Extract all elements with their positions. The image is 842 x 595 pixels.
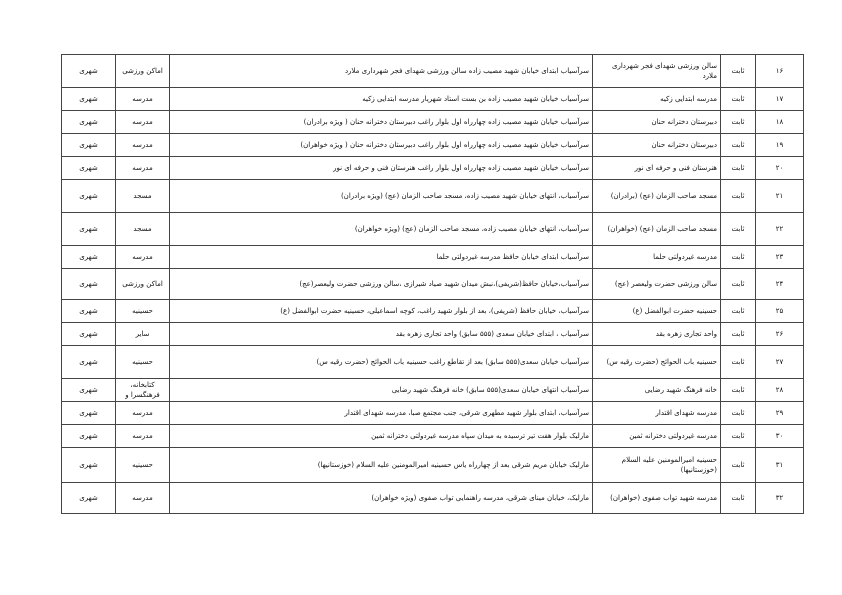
- row-name: سالن ورزشی شهدای فجر شهرداری ملارد: [593, 55, 721, 88]
- table-row: [62, 213, 804, 246]
- row-type: مدرسه: [116, 483, 170, 514]
- row-name: حسینیه حضرت ابوالفضل (ع): [593, 300, 721, 323]
- row-address: سرآسیاب، ابتدای بلوار شهید مطهری شرقی، جنب مجتمع صبا، مدرسه شهدای اقتدار: [170, 402, 593, 425]
- row-status: ثابت: [721, 246, 756, 269]
- row-address: سرآسیاب، انتهای خیابان شهید مصیب زاده، مسجد صاحب الزمان (عج) (ویژه برادران): [170, 180, 593, 213]
- table-row: [62, 483, 804, 514]
- row-type: مدرسه: [116, 402, 170, 425]
- table-row: [62, 448, 804, 483]
- row-name: مدرسه شهدای اقتدار: [593, 402, 721, 425]
- row-status: ثابت: [721, 134, 756, 157]
- row-type: مسجد: [116, 213, 170, 246]
- table-row: [62, 269, 804, 300]
- row-number: ۱۸: [756, 111, 804, 134]
- row-area: شهری: [62, 213, 116, 246]
- row-address: سرآسیاب،خیابان حافظ(شریفی)،نبش میدان شهید صیاد شیرازی ،سالن ورزشی حضرت ولیعصر(عج): [170, 269, 593, 300]
- table-row: [62, 425, 804, 448]
- row-number: ۱۹: [756, 134, 804, 157]
- row-status: ثابت: [721, 88, 756, 111]
- row-type: کتابخانه، فرهنگسرا و: [116, 379, 170, 402]
- row-type: مدرسه: [116, 111, 170, 134]
- row-type: مدرسه: [116, 246, 170, 269]
- row-number: ۲۷: [756, 346, 804, 379]
- row-status: ثابت: [721, 180, 756, 213]
- row-status: ثابت: [721, 425, 756, 448]
- row-area: شهری: [62, 402, 116, 425]
- table-row: [62, 157, 804, 180]
- row-number: ۲۹: [756, 402, 804, 425]
- row-number: ۲۳: [756, 246, 804, 269]
- row-name: خانه فرهنگ شهید رضایی: [593, 379, 721, 402]
- row-address: سرآسیاب خیابان شهید مصیب زاده چهارراه اول بلوار راغب هنرستان فنی و حرفه ای نور: [170, 157, 593, 180]
- table-row: [62, 300, 804, 323]
- row-area: شهری: [62, 111, 116, 134]
- row-name: دبیرستان دخترانه حنان: [593, 111, 721, 134]
- table-row: [62, 134, 804, 157]
- row-address: سرآسیاب، خیابان حافظ (شریفی)، بعد از بلوار شهید راغب، کوچه اسماعیلی، حسینیه حضرت ابوالفضل (ع): [170, 300, 593, 323]
- row-address: مارلیک خیابان مریم شرقی بعد از چهارراه یاس حسینیه امیرالمومنین علیه السلام (خوزستانیها): [170, 448, 593, 483]
- row-number: ۳۱: [756, 448, 804, 483]
- row-name: واحد تجاری زهره بقد: [593, 323, 721, 346]
- row-status: ثابت: [721, 111, 756, 134]
- row-type: مسجد: [116, 180, 170, 213]
- row-name: مدرسه شهید تواب صفوی (خواهران): [593, 483, 721, 514]
- row-name: مدرسه غیردولتی حلما: [593, 246, 721, 269]
- row-address: سرآسیاب خیابان شهید مصیب زاده چهارراه اول بلوار راغب دبیرستان دخترانه حنان ( ویژه خواهران): [170, 134, 593, 157]
- row-number: ۲۸: [756, 379, 804, 402]
- row-status: ثابت: [721, 379, 756, 402]
- table-row: [62, 246, 804, 269]
- row-address: سرآسیاب ، ابتدای خیابان سعدی (۵۵۵ سابق) واحد تجاری زهره بقد: [170, 323, 593, 346]
- row-status: ثابت: [721, 448, 756, 483]
- row-status: ثابت: [721, 402, 756, 425]
- row-name: مسجد صاحب الزمان (عج) (خواهران): [593, 213, 721, 246]
- row-name: مسجد صاحب الزمان (عج) (برادران): [593, 180, 721, 213]
- row-address: سرآسیاب خیابان شهید مصیب زاده بن بست استاد شهریار مدرسه ابتدایی زکیه: [170, 88, 593, 111]
- row-number: ۲۵: [756, 300, 804, 323]
- row-address: سرآسیاب، انتهای خیابان مصیب زاده، مسجد صاحب الزمان (عج) (ویژه خواهران): [170, 213, 593, 246]
- table-row: [62, 379, 804, 402]
- locations-table: [61, 54, 804, 514]
- row-area: شهری: [62, 88, 116, 111]
- row-area: شهری: [62, 323, 116, 346]
- row-type: اماکن ورزشی: [116, 55, 170, 88]
- row-area: شهری: [62, 269, 116, 300]
- row-status: ثابت: [721, 269, 756, 300]
- row-area: شهری: [62, 300, 116, 323]
- row-area: شهری: [62, 134, 116, 157]
- row-type: مدرسه: [116, 157, 170, 180]
- row-type: حسینیه: [116, 346, 170, 379]
- table-row: [62, 323, 804, 346]
- row-number: ۲۶: [756, 323, 804, 346]
- row-area: شهری: [62, 448, 116, 483]
- row-number: ۲۱: [756, 180, 804, 213]
- row-address: سرآسیاب انتهای خیابان سعدی(۵۵۵ سابق) خانه فرهنگ شهید رضایی: [170, 379, 593, 402]
- row-number: ۲۴: [756, 269, 804, 300]
- table-row: [62, 111, 804, 134]
- row-address: سرآسیاب ابتدای خیابان حافظ مدرسه غیردولتی حلما: [170, 246, 593, 269]
- row-status: ثابت: [721, 323, 756, 346]
- table-row: [62, 180, 804, 213]
- row-status: ثابت: [721, 346, 756, 379]
- row-name: سالن ورزشی حضرت ولیعصر (عج): [593, 269, 721, 300]
- row-number: ۱۶: [756, 55, 804, 88]
- row-area: شهری: [62, 483, 116, 514]
- table-row: [62, 402, 804, 425]
- table-row: [62, 88, 804, 111]
- table-row: [62, 55, 804, 88]
- row-status: ثابت: [721, 213, 756, 246]
- row-area: شهری: [62, 157, 116, 180]
- row-number: ۱۷: [756, 88, 804, 111]
- row-area: شهری: [62, 55, 116, 88]
- row-area: شهری: [62, 346, 116, 379]
- row-number: ۳۰: [756, 425, 804, 448]
- row-address: مارلیک بلوار هفت تیر ترسیده به میدان سپاه مدرسه غیردولتی دخترانه ثمین: [170, 425, 593, 448]
- row-name: حسینیه امیرالمومنین علیه السلام (خوزستانیها): [593, 448, 721, 483]
- row-number: ۳۲: [756, 483, 804, 514]
- row-name: مدرسه ابتدایی زکیه: [593, 88, 721, 111]
- row-number: ۲۰: [756, 157, 804, 180]
- row-address: سرآسیاب خیابان سعدی(۵۵۵ سابق) بعد از تقاطع راغب حسینیه باب الحوائج (حضرت رقیه س): [170, 346, 593, 379]
- row-name: حسینیه باب الحوائج (حضرت رقیه س): [593, 346, 721, 379]
- row-type: سایر: [116, 323, 170, 346]
- row-type: مدرسه: [116, 134, 170, 157]
- row-type: مدرسه: [116, 88, 170, 111]
- row-address: سرآسیاب ابتدای خیابان شهید مصیب زاده سالن ورزشی شهدای فجر شهرداری ملارد: [170, 55, 593, 88]
- row-area: شهری: [62, 246, 116, 269]
- row-status: ثابت: [721, 483, 756, 514]
- row-address: مارلیک، خیابان مینای شرقی، مدرسه راهنمایی تواب صفوی (ویژه خواهران): [170, 483, 593, 514]
- row-type: حسینیه: [116, 448, 170, 483]
- row-type: مدرسه: [116, 425, 170, 448]
- row-area: شهری: [62, 425, 116, 448]
- table-row: [62, 346, 804, 379]
- row-status: ثابت: [721, 300, 756, 323]
- row-name: مدرسه غیردولتی دخترانه ثمین: [593, 425, 721, 448]
- row-type: اماکن ورزشی: [116, 269, 170, 300]
- row-name: هنرستان فنی و حرفه ای نور: [593, 157, 721, 180]
- row-number: ۲۲: [756, 213, 804, 246]
- row-status: ثابت: [721, 157, 756, 180]
- row-area: شهری: [62, 379, 116, 402]
- row-type: حسینیه: [116, 300, 170, 323]
- row-area: شهری: [62, 180, 116, 213]
- row-name: دبیرستان دخترانه حنان: [593, 134, 721, 157]
- row-address: سرآسیاب خیابان شهید مصیب زاده چهارراه اول بلوار راغب دبیرستان دخترانه حنان ( ویژه برادران): [170, 111, 593, 134]
- row-status: ثابت: [721, 55, 756, 88]
